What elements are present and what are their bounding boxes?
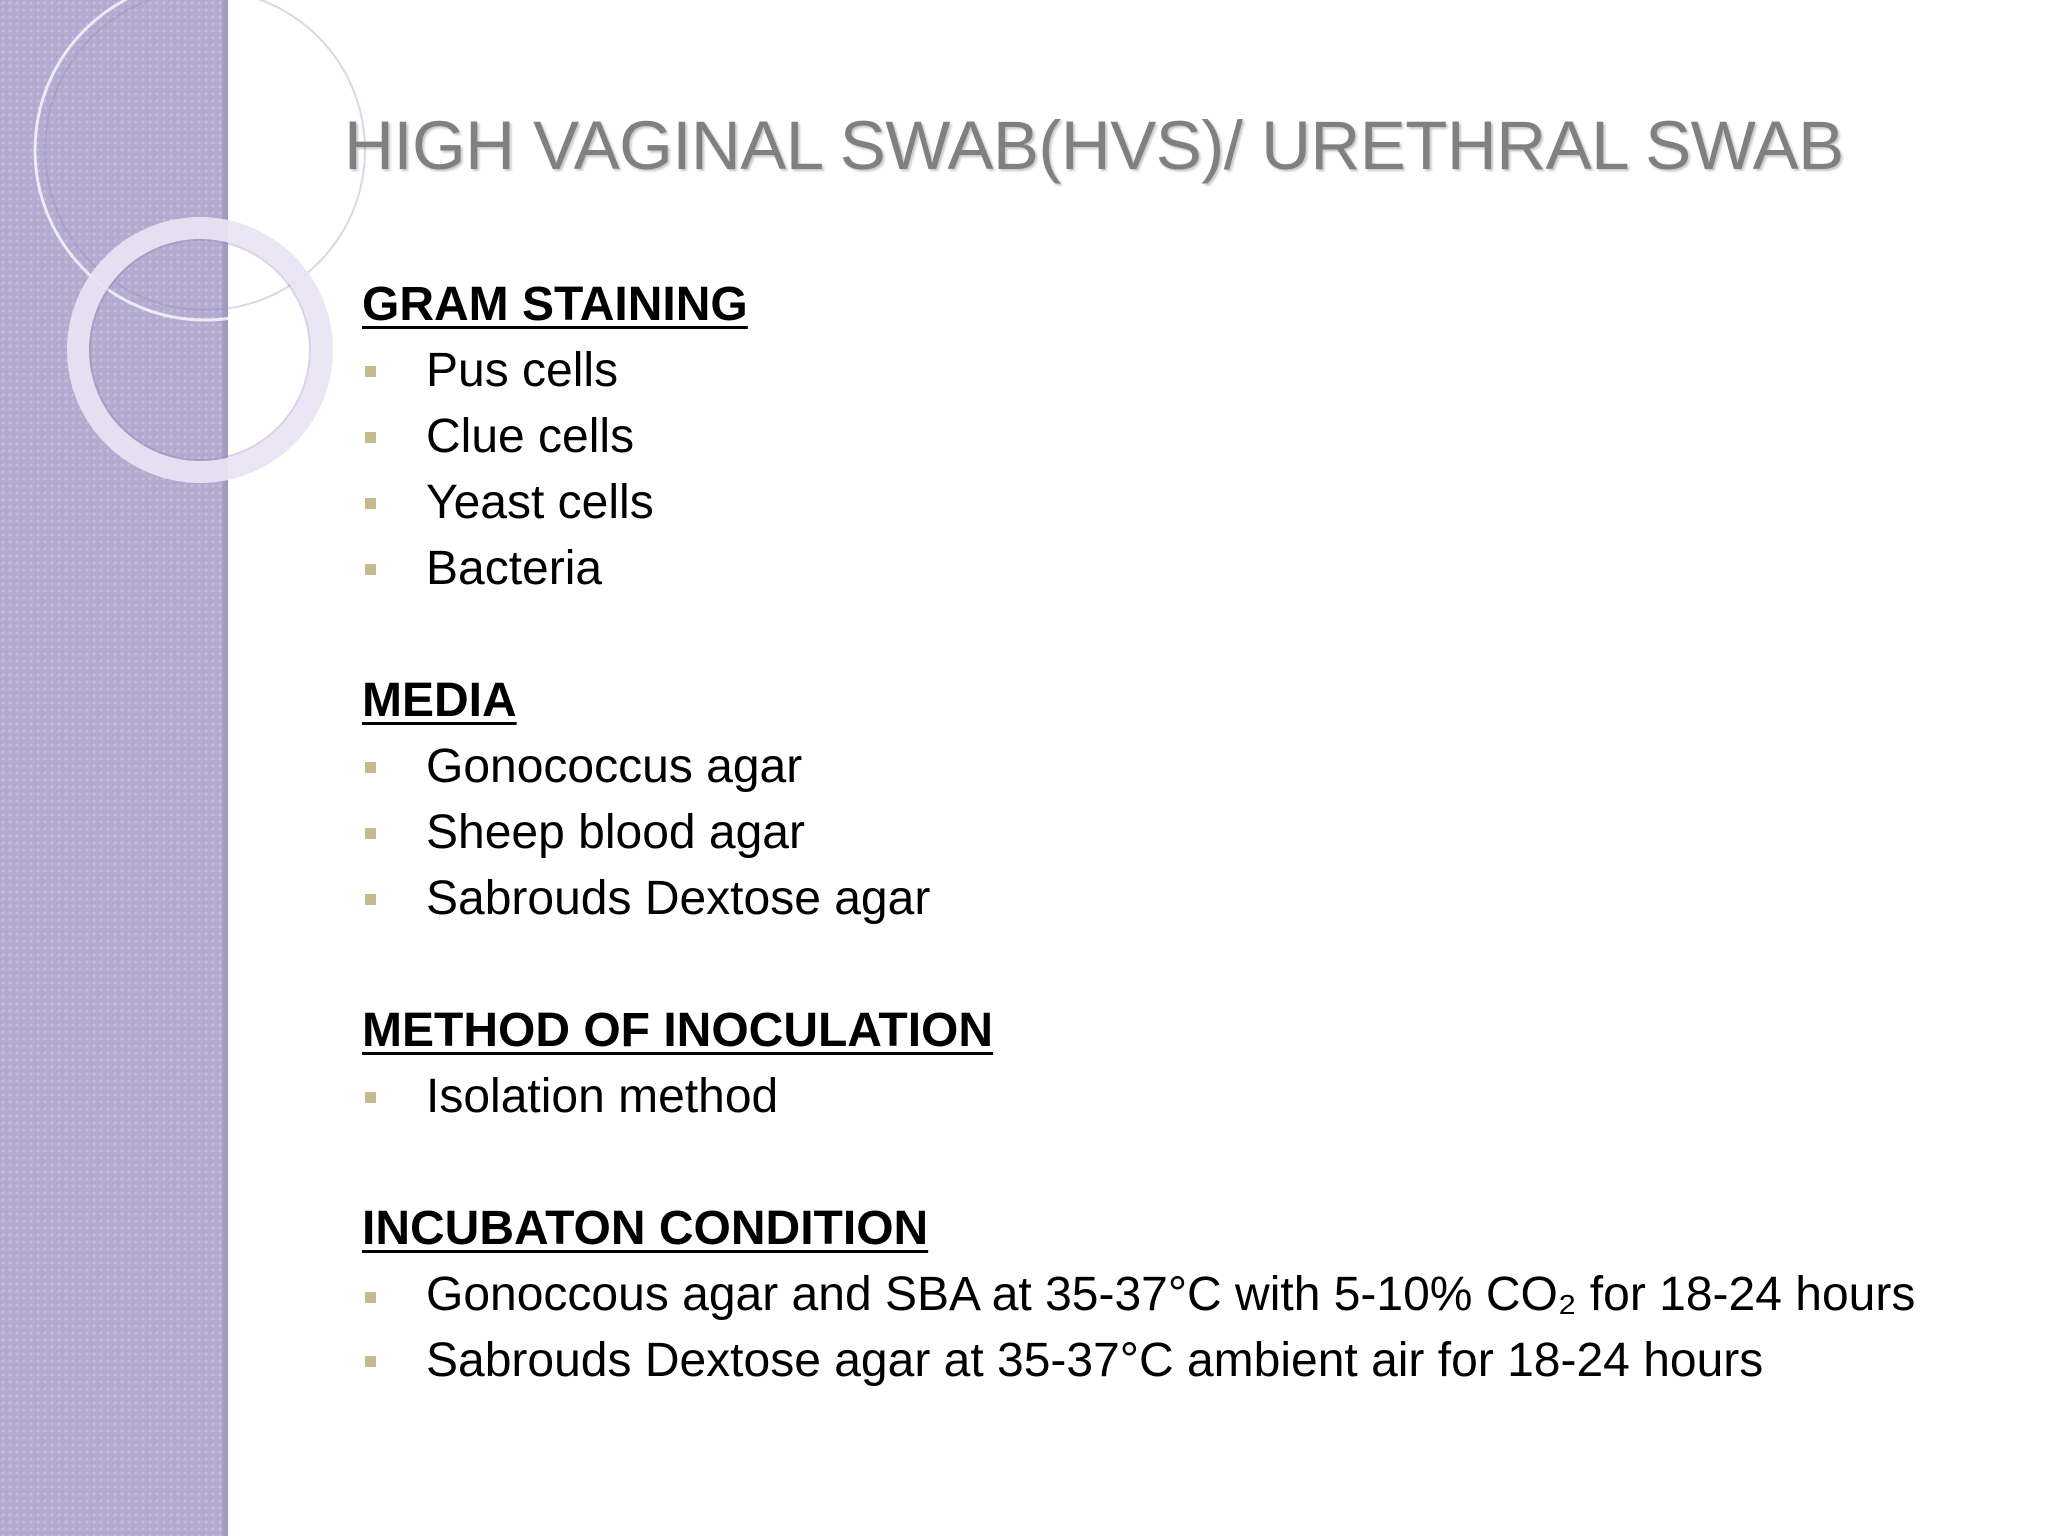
slide-body (362, 272, 2002, 1460)
list-item-text: Isolation method (426, 1070, 779, 1123)
bullet-list (362, 1262, 2002, 1394)
list-item (362, 338, 2002, 404)
square-bullet-icon (365, 564, 376, 575)
bullet-list (362, 338, 2002, 602)
square-bullet-icon (365, 498, 376, 509)
section-heading: MEDIA (362, 674, 517, 727)
square-bullet-icon (365, 1292, 376, 1303)
list-item (362, 1328, 2002, 1394)
list-item-text: Yeast cells (426, 476, 654, 529)
list-item-text: Gonococcus agar (426, 740, 803, 793)
decorative-side-band (0, 0, 228, 1536)
list-item (362, 404, 2002, 470)
list-item (362, 536, 2002, 602)
list-item (362, 1064, 2002, 1130)
square-bullet-icon (365, 762, 376, 773)
section-media (362, 668, 2002, 932)
bullet-list (362, 734, 2002, 932)
section-heading: INCUBATON CONDITION (362, 1202, 929, 1255)
square-bullet-icon (365, 1092, 376, 1103)
list-item-text: Sabrouds Dextose agar at 35-37°C ambient air for 18-24 hours (426, 1334, 1764, 1387)
list-item (362, 1262, 2002, 1328)
section-gram-staining (362, 272, 2002, 602)
section-heading: GRAM STAINING (362, 278, 748, 331)
square-bullet-icon (365, 1356, 376, 1367)
list-item-text: Gonoccous agar and SBA at 35-37°C with 5-10% CO₂ for 18-24 hours (426, 1268, 1916, 1321)
list-item-text: Clue cells (426, 410, 635, 463)
bullet-list (362, 1064, 2002, 1130)
square-bullet-icon (365, 828, 376, 839)
square-bullet-icon (365, 366, 376, 377)
list-item (362, 866, 2002, 932)
list-item (362, 734, 2002, 800)
section-incubation-condition (362, 1196, 2002, 1394)
list-item-text: Sabrouds Dextose agar (426, 872, 931, 925)
list-item-text: Pus cells (426, 344, 619, 397)
section-heading: METHOD OF INOCULATION (362, 1004, 994, 1057)
list-item-text: Bacteria (426, 542, 603, 595)
square-bullet-icon (365, 432, 376, 443)
section-method-of-inoculation (362, 998, 2002, 1130)
band-edge (222, 0, 228, 1536)
slide-title: HIGH VAGINAL SWAB(HVS)/ URETHRAL SWAB (344, 107, 1844, 184)
list-item-text: Sheep blood agar (426, 806, 805, 859)
list-item (362, 470, 2002, 536)
list-item (362, 800, 2002, 866)
square-bullet-icon (365, 894, 376, 905)
